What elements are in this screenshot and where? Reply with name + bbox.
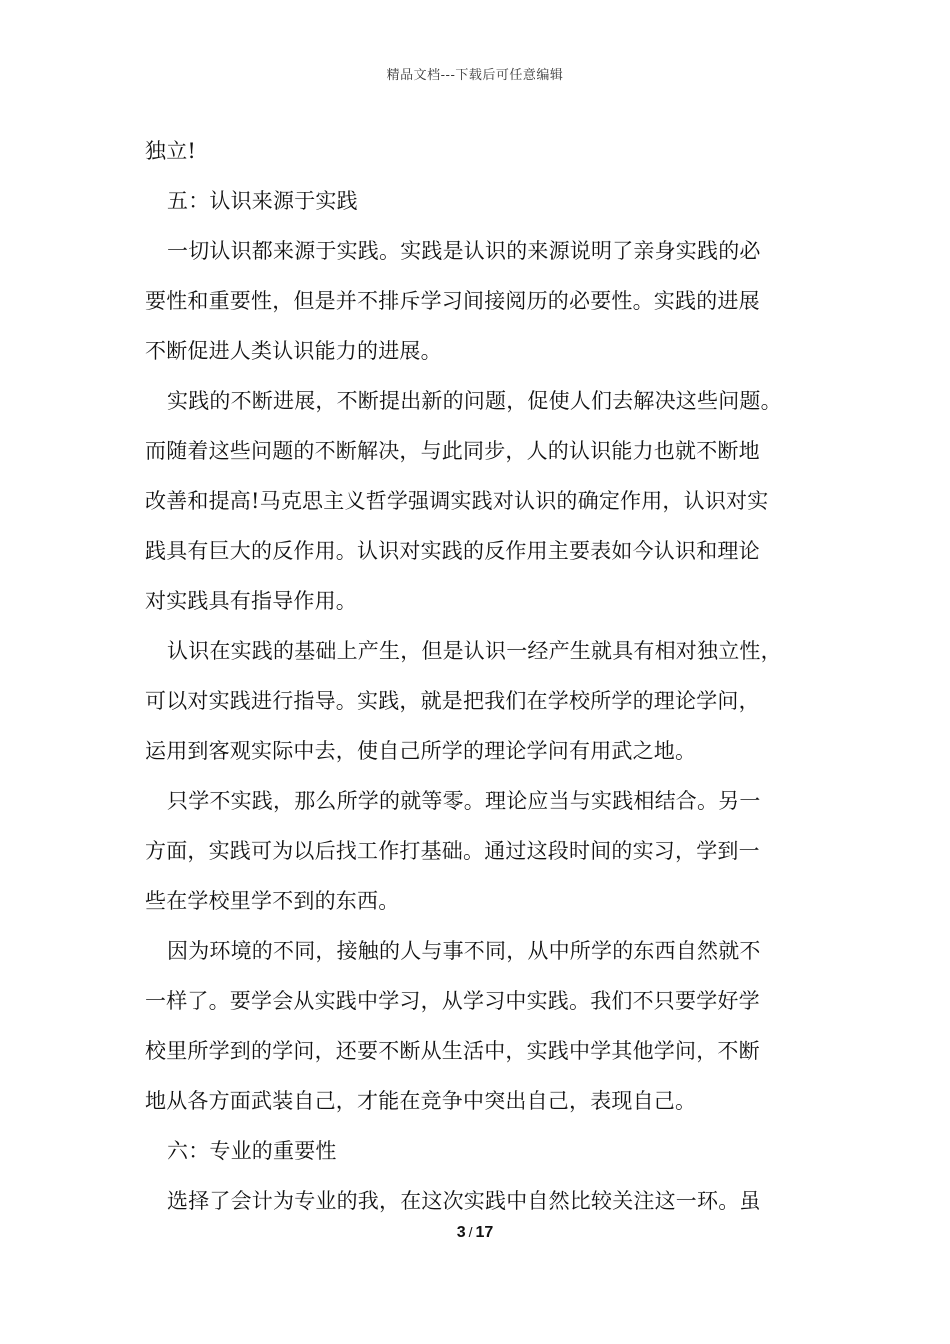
paragraph-start: 选择了会计为专业的我，在这次实践中自然比较关注这一环。虽 [167,1189,761,1213]
text-line: 些在学校里学不到的东西。 [145,889,400,913]
page-number [0,1224,950,1242]
text-line: 运用到客观实际中去，使自己所学的理论学问有用武之地。 [145,739,697,763]
text-line: 对实践具有指导作用。 [145,589,357,613]
text-line: 要性和重要性，但是并不排斥学习间接阅历的必要性。实践的进展 [145,289,760,313]
paragraph-start: 只学不实践，那么所学的就等零。理论应当与实践相结合。另一 [167,789,761,813]
section-heading-5: 五：认识来源于实践 [167,189,358,213]
total-pages-number: 17 [475,1224,494,1241]
paragraph-start: 认识在实践的基础上产生，但是认识一经产生就具有相对独立性， [167,639,782,663]
text-line: 地从各方面武装自己，才能在竞争中突出自己，表现自己。 [145,1089,697,1113]
text-line: 独立! [145,139,197,163]
text-line: 可以对实践进行指导。实践，就是把我们在学校所学的理论学问， [145,689,760,713]
section-heading-6: 六：专业的重要性 [167,1139,337,1163]
text-line: 而随着这些问题的不断解决，与此同步，人的认识能力也就不断地 [145,439,760,463]
text-line: 校里所学到的学问，还要不断从生活中，实践中学其他学问，不断 [145,1039,760,1063]
text-line: 一样了。要学会从实践中学习，从学习中实践。我们不只要学好学 [145,989,760,1013]
text-line: 改善和提高!马克思主义哲学强调实践对认识的确定作用，认识对实 [145,489,769,513]
text-line: 践具有巨大的反作用。认识对实践的反作用主要表如今认识和理论 [145,539,760,563]
paragraph-start: 一切认识都来源于实践。实践是认识的来源说明了亲身实践的必 [167,239,761,263]
paragraph-start: 实践的不断进展，不断提出新的问题，促使人们去解决这些问题。 [167,389,782,413]
paragraph-start: 因为环境的不同，接触的人与事不同，从中所学的东西自然就不 [167,939,761,963]
text-line: 方面，实践可为以后找工作打基础。通过这段时间的实习，学到一 [145,839,760,863]
current-page-number: 3 [456,1224,466,1241]
page-separator: / [468,1224,473,1240]
text-line: 不断促进人类认识能力的进展。 [145,339,442,363]
page-header: 精品文档---下载后可任意编辑 [386,68,564,83]
document-body [145,126,815,1226]
